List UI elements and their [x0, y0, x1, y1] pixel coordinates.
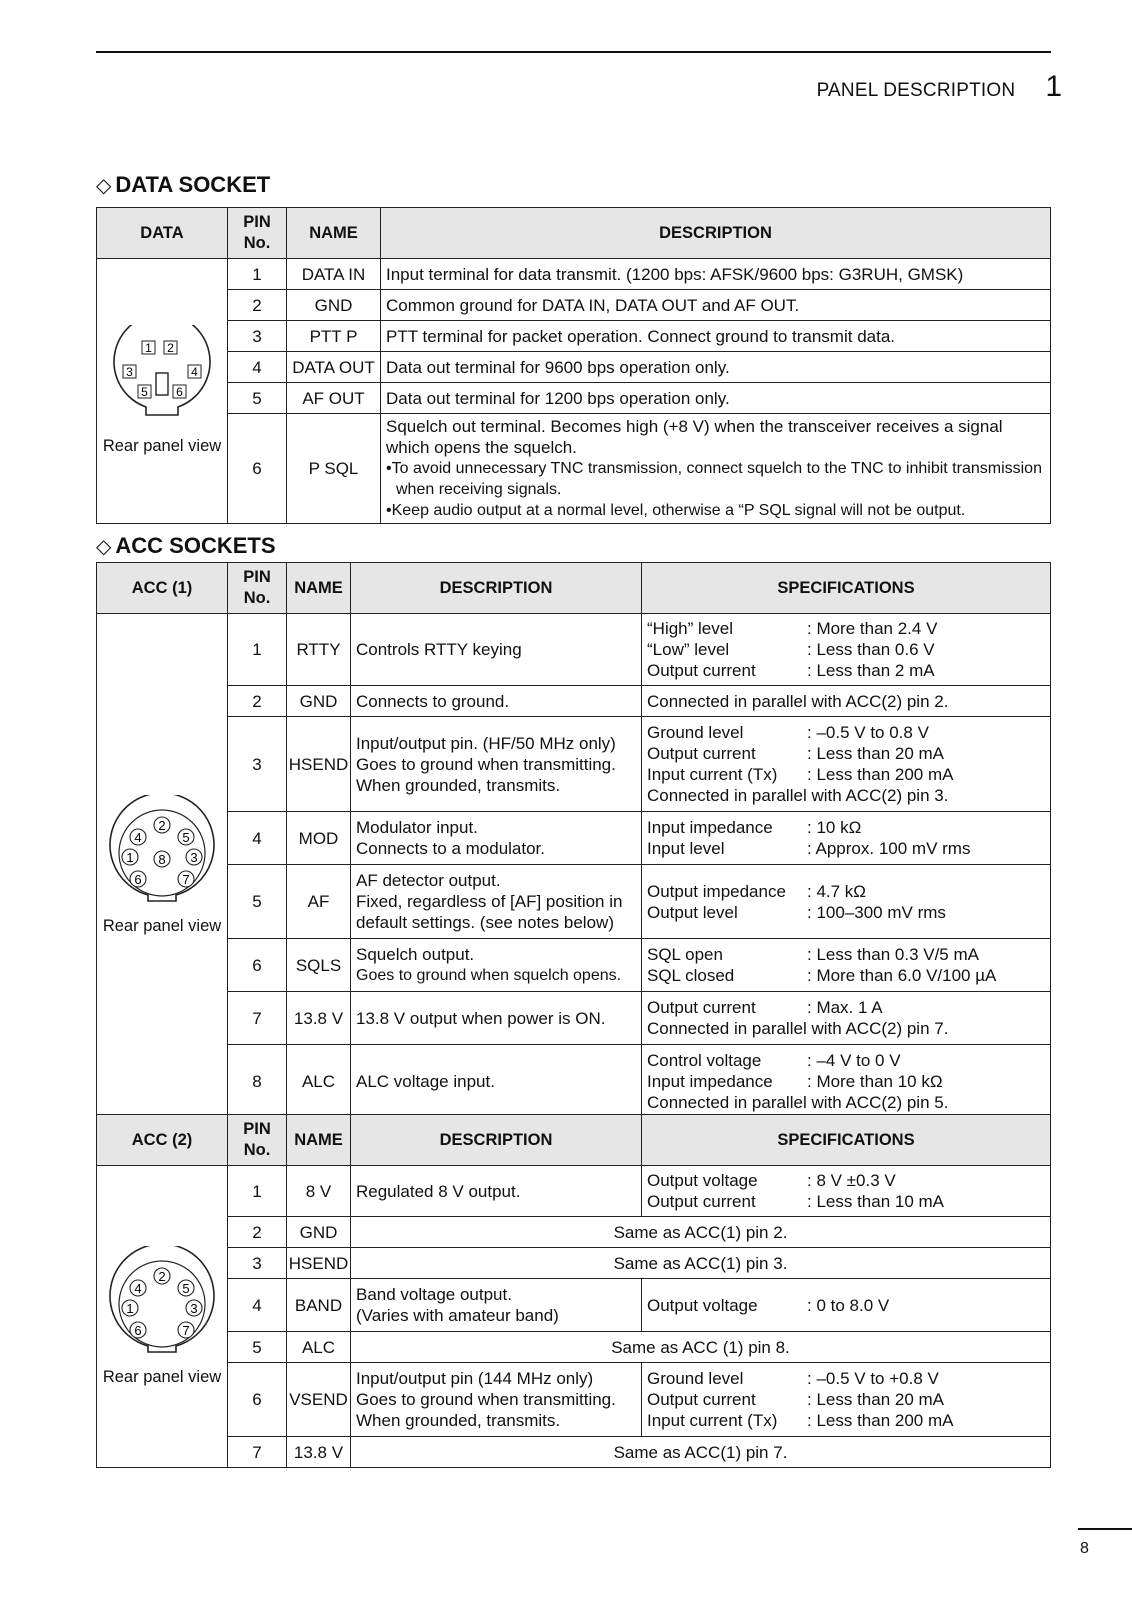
- spec-grid: [647, 1295, 1045, 1316]
- diamond-icon: ◇: [96, 535, 112, 558]
- description-line: Input/output pin (144 MHz only): [356, 1369, 594, 1388]
- din-connector-icon: [104, 1246, 220, 1356]
- pin-cell: 6: [228, 939, 287, 992]
- spec-value: : Approx. 100 mV rms: [807, 839, 971, 858]
- description-line: Goes to ground when transmitting.: [356, 754, 616, 774]
- acc1-table: [96, 562, 1051, 1118]
- description-line: Connects to ground.: [356, 691, 510, 711]
- data-socket-title-text: DATA SOCKET: [115, 172, 271, 197]
- spec-grid: [647, 817, 1045, 859]
- specifications-cell: [642, 812, 1051, 865]
- spec-value: : Max. 1 A: [807, 998, 883, 1017]
- spec-label: Output current: [647, 1192, 756, 1211]
- col-header-description: DESCRIPTION: [351, 1115, 642, 1166]
- pin-label: 8: [158, 851, 166, 867]
- specifications-cell: [642, 865, 1051, 939]
- table-row: [97, 865, 1051, 939]
- page-number: 8: [1080, 1540, 1089, 1557]
- chapter-number: 1: [1045, 70, 1062, 103]
- specifications-cell: [642, 614, 1051, 686]
- acc1-body: [97, 614, 1051, 1118]
- description-cell: [351, 1363, 642, 1437]
- pin-label: 7: [182, 871, 190, 887]
- pin-cell: 8: [228, 1045, 287, 1118]
- connector-cell: [97, 614, 228, 1118]
- col-header-specifications: SPECIFICATIONS: [642, 1115, 1051, 1166]
- description-line: Modulator input.: [356, 818, 478, 837]
- description-cell: [351, 614, 642, 686]
- name-cell: HSEND: [287, 717, 351, 812]
- spec-label: Output current: [647, 1390, 756, 1409]
- description-cell: [351, 865, 642, 939]
- col-header-description: DESCRIPTION: [381, 208, 1051, 259]
- pin-label: 7: [182, 1322, 190, 1338]
- spec-label: SQL closed: [647, 966, 735, 985]
- table-row: [97, 1437, 1051, 1468]
- col-header-acc2: ACC (2): [97, 1115, 228, 1166]
- col-header-specifications: SPECIFICATIONS: [642, 563, 1051, 614]
- spec-label: Output voltage: [647, 1295, 758, 1315]
- spec-value: : Less than 10 mA: [807, 1192, 945, 1211]
- pin-cell: 3: [228, 1248, 287, 1279]
- description-cell: [381, 414, 1051, 524]
- description-line: Controls RTTY keying: [356, 640, 522, 659]
- specifications-cell: [642, 1166, 1051, 1217]
- name-cell: 8 V: [287, 1166, 351, 1217]
- footer-rule: [1078, 1528, 1132, 1530]
- table-row: [97, 992, 1051, 1045]
- spec-value: : 10 kΩ: [807, 818, 862, 837]
- description-cell: Common ground for DATA IN, DATA OUT and AF OUT.: [381, 290, 1051, 321]
- connector-cell: [97, 1166, 228, 1468]
- spec-grid: [647, 1050, 1045, 1092]
- spec-value: : 4.7 kΩ: [807, 881, 867, 901]
- spec-grid: [647, 881, 1045, 923]
- description-line: (Varies with amateur band): [356, 1306, 559, 1325]
- name-cell: GND: [287, 686, 351, 717]
- pin-cell: 7: [228, 1437, 287, 1468]
- pin-cell: 4: [228, 812, 287, 865]
- pin-label: 2: [158, 817, 166, 833]
- description-cell: [351, 992, 642, 1045]
- table-row: [97, 414, 1051, 524]
- spec-value: : Less than 2 mA: [807, 661, 935, 680]
- description-line: When grounded, transmits.: [356, 1411, 561, 1430]
- pin-label: 1: [126, 1300, 134, 1316]
- spec-value: : –4 V to 0 V: [807, 1050, 901, 1070]
- table-row: [97, 686, 1051, 717]
- pin-cell: 5: [228, 1332, 287, 1363]
- name-cell: VSEND: [287, 1363, 351, 1437]
- spec-label: Output current: [647, 744, 756, 763]
- din-connector-icon: [104, 795, 220, 905]
- table-row: [97, 1279, 1051, 1332]
- description-line: Fixed, regardless of [AF] position in: [356, 892, 623, 911]
- pin-cell: 4: [228, 352, 287, 383]
- spec-value: : 8 V ±0.3 V: [807, 1171, 896, 1190]
- spec-label: SQL open: [647, 945, 723, 964]
- same-as-cell: Same as ACC(1) pin 3.: [351, 1248, 1051, 1279]
- description-line: ALC voltage input.: [356, 1071, 495, 1091]
- pin-cell: 6: [228, 1363, 287, 1437]
- pin-cell: 1: [228, 1166, 287, 1217]
- name-cell: SQLS: [287, 939, 351, 992]
- table-row: [97, 259, 1051, 290]
- specifications-cell: [642, 717, 1051, 812]
- spec-value: : More than 6.0 V/100 µA: [807, 966, 997, 985]
- spec-value: : 0 to 8.0 V: [807, 1295, 890, 1315]
- spec-label: Input impedance: [647, 1071, 773, 1091]
- table-row: [97, 812, 1051, 865]
- data-socket-title: [96, 172, 270, 198]
- table-header-row: [97, 1115, 1051, 1166]
- same-as-cell: Same as ACC(1) pin 7.: [351, 1437, 1051, 1468]
- spec-value: : More than 10 kΩ: [807, 1071, 943, 1091]
- table-row: [97, 614, 1051, 686]
- pin-label: 1: [126, 849, 134, 865]
- specifications-cell: [642, 686, 1051, 717]
- acc2-table: [96, 1114, 1051, 1468]
- description-cell: Data out terminal for 9600 bps operation only.: [381, 352, 1051, 383]
- spec-value: : Less than 20 mA: [807, 1390, 945, 1409]
- spec-note: Connected in parallel with ACC(2) pin 2.: [647, 691, 949, 711]
- spec-grid: [647, 722, 1045, 785]
- table-header-row: [97, 563, 1051, 614]
- pin-label: 1: [145, 341, 152, 355]
- name-cell: BAND: [287, 1279, 351, 1332]
- description-cell: [351, 686, 642, 717]
- spec-label: Ground level: [647, 723, 744, 742]
- name-cell: HSEND: [287, 1248, 351, 1279]
- pin-label: 5: [141, 385, 148, 399]
- acc2-body: [97, 1166, 1051, 1468]
- pin-cell: 6: [228, 414, 287, 524]
- description-line: 13.8 V output when power is ON.: [356, 1008, 606, 1028]
- pin-cell: 2: [228, 686, 287, 717]
- acc-sockets-title-text: ACC SOCKETS: [115, 533, 276, 558]
- spec-label: Ground level: [647, 1369, 744, 1388]
- spec-label: Output voltage: [647, 1171, 758, 1190]
- name-cell: GND: [287, 290, 381, 321]
- rear-panel-view-label: Rear panel view: [102, 437, 222, 455]
- spec-note: Connected in parallel with ACC(2) pin 7.: [647, 1019, 949, 1038]
- bullet-note: •To avoid unnecessary TNC transmission, connect squelch to the TNC to inhibit transmission when receiving signals.: [386, 460, 1042, 498]
- col-header-name: NAME: [287, 1115, 351, 1166]
- table-row: [97, 1045, 1051, 1118]
- name-cell: ALC: [287, 1332, 351, 1363]
- pin-cell: 2: [228, 290, 287, 321]
- pin-cell: 5: [228, 865, 287, 939]
- description-cell: [351, 717, 642, 812]
- description-line: AF detector output.: [356, 871, 501, 890]
- bullet-note: •Keep audio output at a normal level, otherwise a “P SQL signal will not be output.: [386, 502, 966, 519]
- name-cell: 13.8 V: [287, 1437, 351, 1468]
- name-cell: AF: [287, 865, 351, 939]
- description-line: Regulated 8 V output.: [356, 1181, 521, 1201]
- same-as-cell: Same as ACC(1) pin 2.: [351, 1217, 1051, 1248]
- spec-label: “Low” level: [647, 640, 730, 659]
- col-header-pin: PIN No.: [228, 563, 287, 614]
- table-row: [97, 1166, 1051, 1217]
- spec-value: : Less than 200 mA: [807, 765, 954, 784]
- data-socket-table: [96, 207, 1051, 524]
- pin-cell: 1: [228, 259, 287, 290]
- description-line: Goes to ground when squelch opens.: [356, 967, 622, 984]
- acc-sockets-title: [96, 533, 276, 559]
- name-cell: ALC: [287, 1045, 351, 1118]
- pin-cell: 7: [228, 992, 287, 1045]
- col-header-description: DESCRIPTION: [351, 563, 642, 614]
- spec-value: : Less than 0.6 V: [807, 640, 935, 659]
- top-rule: [96, 51, 1051, 53]
- description-cell: [351, 939, 642, 992]
- spec-label: Output current: [647, 661, 756, 680]
- spec-grid: [647, 618, 1045, 681]
- name-cell: 13.8 V: [287, 992, 351, 1045]
- specifications-cell: [642, 939, 1051, 992]
- pin-cell: 1: [228, 614, 287, 686]
- description-line: Input/output pin. (HF/50 MHz only): [356, 733, 616, 753]
- pin-cell: 5: [228, 383, 287, 414]
- pin-label: 2: [158, 1268, 166, 1284]
- pin-label: 6: [134, 871, 142, 887]
- col-header-acc1: ACC (1): [97, 563, 228, 614]
- spec-label: Input current (Tx): [647, 1411, 778, 1430]
- table-row: [97, 1217, 1051, 1248]
- name-cell: PTT P: [287, 321, 381, 352]
- description-text: Squelch out terminal. Becomes high (+8 V) when the transceiver receives a signal which opens the squelch.: [386, 417, 1003, 457]
- spec-value: : Less than 0.3 V/5 mA: [807, 945, 979, 964]
- description-line: Squelch output.: [356, 945, 475, 964]
- name-cell: DATA OUT: [287, 352, 381, 383]
- spec-value: : More than 2.4 V: [807, 619, 938, 638]
- table-row: [97, 717, 1051, 812]
- spec-value: : Less than 20 mA: [807, 744, 945, 763]
- header-title: PANEL DESCRIPTION: [816, 80, 1016, 101]
- table-row: [97, 352, 1051, 383]
- spec-value: : Less than 200 mA: [807, 1411, 954, 1430]
- name-cell: P SQL: [287, 414, 381, 524]
- spec-grid: [647, 1170, 1045, 1212]
- description-line: Goes to ground when transmitting.: [356, 1390, 616, 1409]
- spec-note: Connected in parallel with ACC(2) pin 3.: [647, 786, 949, 805]
- description-line: default settings. (see notes below): [356, 913, 614, 932]
- description-line: Connects to a modulator.: [356, 839, 546, 858]
- description-cell: [351, 1045, 642, 1118]
- spec-value: : –0.5 V to +0.8 V: [807, 1369, 939, 1388]
- description-cell: Data out terminal for 1200 bps operation only.: [381, 383, 1051, 414]
- description-cell: PTT terminal for packet operation. Connect ground to transmit data.: [381, 321, 1051, 352]
- table-row: [97, 290, 1051, 321]
- pin-cell: 2: [228, 1217, 287, 1248]
- pin-label: 4: [134, 829, 142, 845]
- table-row: [97, 939, 1051, 992]
- description-cell: [351, 812, 642, 865]
- spec-grid: [647, 944, 1045, 986]
- col-header-name: NAME: [287, 208, 381, 259]
- spec-value: : 100–300 mV rms: [807, 902, 946, 922]
- name-cell: GND: [287, 1217, 351, 1248]
- name-cell: AF OUT: [287, 383, 381, 414]
- table-row: [97, 1332, 1051, 1363]
- connector-cell: [97, 259, 228, 524]
- pin-label: 4: [191, 365, 198, 379]
- spec-label: Control voltage: [647, 1050, 762, 1070]
- description-cell: Input terminal for data transmit. (1200 bps: AFSK/9600 bps: G3RUH, GMSK): [381, 259, 1051, 290]
- table-row: [97, 1363, 1051, 1437]
- spec-label: Input impedance: [647, 818, 773, 837]
- col-header-name: NAME: [287, 563, 351, 614]
- pin-label: 2: [167, 341, 174, 355]
- pin-label: 4: [134, 1280, 142, 1296]
- name-cell: MOD: [287, 812, 351, 865]
- same-as-cell: Same as ACC (1) pin 8.: [351, 1332, 1051, 1363]
- table-row: [97, 321, 1051, 352]
- page-header: [817, 72, 1062, 102]
- description-line: When grounded, transmits.: [356, 775, 561, 795]
- table-row: [97, 383, 1051, 414]
- spec-label: Output current: [647, 998, 756, 1017]
- diamond-icon: ◇: [96, 174, 112, 197]
- specifications-cell: [642, 1279, 1051, 1332]
- table-header-row: [97, 208, 1051, 259]
- specifications-cell: [642, 1363, 1051, 1437]
- pin-label: 6: [176, 385, 183, 399]
- col-header-pin: PIN No.: [228, 1115, 287, 1166]
- spec-note: Connected in parallel with ACC(2) pin 5.: [647, 1092, 949, 1112]
- data-socket-connector-icon: [106, 325, 218, 425]
- pin-label: 3: [126, 365, 133, 379]
- spec-value: : –0.5 V to 0.8 V: [807, 723, 929, 742]
- pin-label: 3: [190, 849, 198, 865]
- description-cell: [351, 1279, 642, 1332]
- pin-cell: 4: [228, 1279, 287, 1332]
- name-cell: RTTY: [287, 614, 351, 686]
- rear-panel-view-label: Rear panel view: [102, 916, 222, 935]
- col-header-data: DATA: [97, 208, 228, 259]
- pin-label: 5: [182, 829, 190, 845]
- name-cell: DATA IN: [287, 259, 381, 290]
- description-cell: [351, 1166, 642, 1217]
- table-row: [97, 1248, 1051, 1279]
- spec-label: Input level: [647, 839, 725, 858]
- rear-panel-view-label: Rear panel view: [102, 1367, 222, 1386]
- spec-label: Input current (Tx): [647, 765, 778, 784]
- specifications-cell: [642, 992, 1051, 1045]
- specifications-cell: [642, 1045, 1051, 1118]
- spec-label: Output impedance: [647, 881, 786, 901]
- pin-label: 3: [190, 1300, 198, 1316]
- spec-grid: [647, 1368, 1045, 1431]
- spec-grid: [647, 997, 1045, 1018]
- pin-label: 6: [134, 1322, 142, 1338]
- pin-cell: 3: [228, 321, 287, 352]
- spec-label: “High” level: [647, 619, 733, 638]
- description-line: Band voltage output.: [356, 1285, 512, 1304]
- pin-cell: 3: [228, 717, 287, 812]
- spec-label: Output level: [647, 902, 738, 922]
- col-header-pin: PIN No.: [228, 208, 287, 259]
- pin-label: 5: [182, 1280, 190, 1296]
